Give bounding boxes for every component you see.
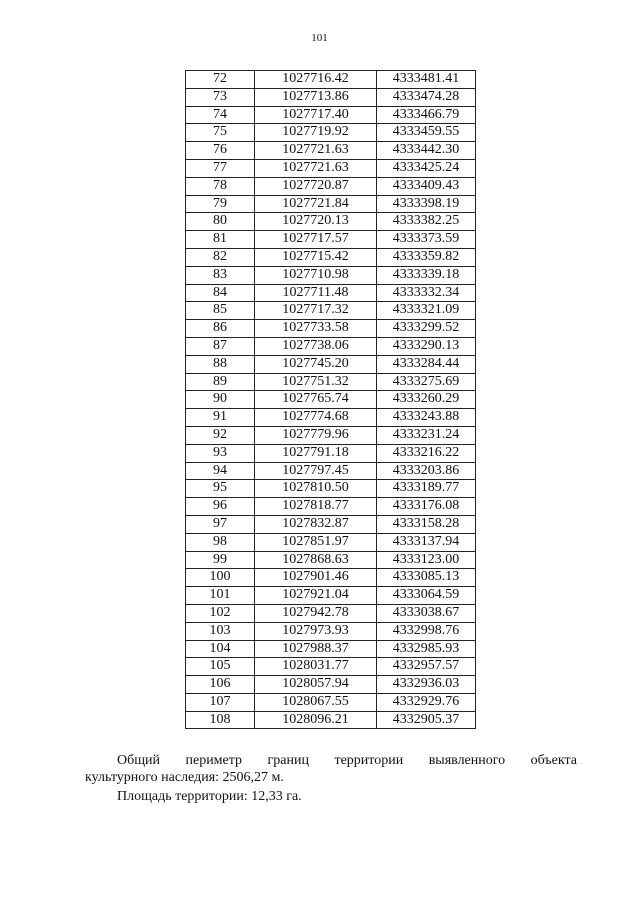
table-row	[186, 551, 476, 569]
table-row	[186, 622, 476, 640]
point-number-cell: 85	[186, 302, 255, 320]
point-number-cell: 105	[186, 658, 255, 676]
point-number-cell: 79	[186, 195, 255, 213]
table-row	[186, 676, 476, 694]
y-coordinate-cell: 4332998.76	[377, 622, 476, 640]
x-coordinate-cell: 1027710.98	[255, 266, 377, 284]
table-row	[186, 462, 476, 480]
point-number-cell: 84	[186, 284, 255, 302]
table-row	[186, 159, 476, 177]
y-coordinate-cell: 4333158.28	[377, 515, 476, 533]
table-row	[186, 284, 476, 302]
point-number-cell: 72	[186, 71, 255, 89]
y-coordinate-cell: 4333290.13	[377, 337, 476, 355]
y-coordinate-cell: 4333442.30	[377, 142, 476, 160]
point-number-cell: 98	[186, 533, 255, 551]
y-coordinate-cell: 4333373.59	[377, 231, 476, 249]
y-coordinate-cell: 4333466.79	[377, 106, 476, 124]
table-row	[186, 88, 476, 106]
coordinates-table	[185, 70, 476, 729]
table-row	[186, 302, 476, 320]
table-row	[186, 480, 476, 498]
y-coordinate-cell: 4333137.94	[377, 533, 476, 551]
point-number-cell: 77	[186, 159, 255, 177]
x-coordinate-cell: 1027791.18	[255, 444, 377, 462]
page-number: 101	[311, 32, 328, 44]
table-row	[186, 320, 476, 338]
table-row	[186, 195, 476, 213]
x-coordinate-cell: 1027942.78	[255, 604, 377, 622]
point-number-cell: 103	[186, 622, 255, 640]
point-number-cell: 90	[186, 391, 255, 409]
point-number-cell: 88	[186, 355, 255, 373]
perimeter-word: границ	[267, 753, 309, 768]
x-coordinate-cell: 1027810.50	[255, 480, 377, 498]
point-number-cell: 100	[186, 569, 255, 587]
table-row	[186, 248, 476, 266]
point-number-cell: 76	[186, 142, 255, 160]
point-number-cell: 101	[186, 587, 255, 605]
point-number-cell: 93	[186, 444, 255, 462]
table-row	[186, 658, 476, 676]
y-coordinate-cell: 4333359.82	[377, 248, 476, 266]
y-coordinate-cell: 4333216.22	[377, 444, 476, 462]
x-coordinate-cell: 1027832.87	[255, 515, 377, 533]
table-row	[186, 142, 476, 160]
area-text: Площадь территории: 12,33 га.	[117, 789, 302, 804]
y-coordinate-cell: 4333382.25	[377, 213, 476, 231]
x-coordinate-cell: 1027973.93	[255, 622, 377, 640]
table-row	[186, 444, 476, 462]
x-coordinate-cell: 1027721.63	[255, 159, 377, 177]
y-coordinate-cell: 4332905.37	[377, 711, 476, 729]
x-coordinate-cell: 1027715.42	[255, 248, 377, 266]
point-number-cell: 94	[186, 462, 255, 480]
x-coordinate-cell: 1027868.63	[255, 551, 377, 569]
point-number-cell: 78	[186, 177, 255, 195]
x-coordinate-cell: 1027921.04	[255, 587, 377, 605]
table-row	[186, 498, 476, 516]
point-number-cell: 96	[186, 498, 255, 516]
x-coordinate-cell: 1028031.77	[255, 658, 377, 676]
y-coordinate-cell: 4332957.57	[377, 658, 476, 676]
y-coordinate-cell: 4333038.67	[377, 604, 476, 622]
x-coordinate-cell: 1027717.40	[255, 106, 377, 124]
point-number-cell: 86	[186, 320, 255, 338]
y-coordinate-cell: 4333260.29	[377, 391, 476, 409]
y-coordinate-cell: 4333243.88	[377, 409, 476, 427]
table-row	[186, 124, 476, 142]
x-coordinate-cell: 1027719.92	[255, 124, 377, 142]
y-coordinate-cell: 4333339.18	[377, 266, 476, 284]
y-coordinate-cell: 4333275.69	[377, 373, 476, 391]
table-row	[186, 533, 476, 551]
perimeter-word: территории	[334, 753, 404, 768]
table-row	[186, 426, 476, 444]
point-number-cell: 97	[186, 515, 255, 533]
x-coordinate-cell: 1027720.13	[255, 213, 377, 231]
table-row	[186, 693, 476, 711]
table-row	[186, 106, 476, 124]
table-row	[186, 266, 476, 284]
table-row	[186, 569, 476, 587]
perimeter-word: Общий	[117, 753, 160, 768]
x-coordinate-cell: 1027720.87	[255, 177, 377, 195]
point-number-cell: 81	[186, 231, 255, 249]
point-number-cell: 104	[186, 640, 255, 658]
x-coordinate-cell: 1028067.55	[255, 693, 377, 711]
y-coordinate-cell: 4333398.19	[377, 195, 476, 213]
point-number-cell: 91	[186, 409, 255, 427]
table-row	[186, 391, 476, 409]
point-number-cell: 107	[186, 693, 255, 711]
y-coordinate-cell: 4333481.41	[377, 71, 476, 89]
point-number-cell: 73	[186, 88, 255, 106]
point-number-cell: 102	[186, 604, 255, 622]
point-number-cell: 92	[186, 426, 255, 444]
x-coordinate-cell: 1027797.45	[255, 462, 377, 480]
table-row	[186, 640, 476, 658]
point-number-cell: 106	[186, 676, 255, 694]
y-coordinate-cell: 4333332.34	[377, 284, 476, 302]
x-coordinate-cell: 1027988.37	[255, 640, 377, 658]
x-coordinate-cell: 1027713.86	[255, 88, 377, 106]
y-coordinate-cell: 4333085.13	[377, 569, 476, 587]
table-row	[186, 587, 476, 605]
table-row	[186, 711, 476, 729]
point-number-cell: 95	[186, 480, 255, 498]
x-coordinate-cell: 1027711.48	[255, 284, 377, 302]
x-coordinate-cell: 1027745.20	[255, 355, 377, 373]
y-coordinate-cell: 4333321.09	[377, 302, 476, 320]
table-row	[186, 231, 476, 249]
x-coordinate-cell: 1027818.77	[255, 498, 377, 516]
x-coordinate-cell: 1027733.58	[255, 320, 377, 338]
coordinates-table-body	[186, 71, 476, 729]
point-number-cell: 83	[186, 266, 255, 284]
x-coordinate-cell: 1027851.97	[255, 533, 377, 551]
point-number-cell: 82	[186, 248, 255, 266]
y-coordinate-cell: 4333176.08	[377, 498, 476, 516]
x-coordinate-cell: 1027716.42	[255, 71, 377, 89]
point-number-cell: 87	[186, 337, 255, 355]
y-coordinate-cell: 4333231.24	[377, 426, 476, 444]
x-coordinate-cell: 1027765.74	[255, 391, 377, 409]
x-coordinate-cell: 1028096.21	[255, 711, 377, 729]
y-coordinate-cell: 4332936.03	[377, 676, 476, 694]
x-coordinate-cell: 1027717.57	[255, 231, 377, 249]
point-number-cell: 108	[186, 711, 255, 729]
y-coordinate-cell: 4333425.24	[377, 159, 476, 177]
y-coordinate-cell: 4332929.76	[377, 693, 476, 711]
y-coordinate-cell: 4333409.43	[377, 177, 476, 195]
x-coordinate-cell: 1027721.84	[255, 195, 377, 213]
table-row	[186, 337, 476, 355]
perimeter-word: выявленного	[428, 753, 506, 768]
x-coordinate-cell: 1027721.63	[255, 142, 377, 160]
y-coordinate-cell: 4333189.77	[377, 480, 476, 498]
x-coordinate-cell: 1027751.32	[255, 373, 377, 391]
perimeter-word: периметр	[185, 753, 243, 768]
y-coordinate-cell: 4332985.93	[377, 640, 476, 658]
table-row	[186, 409, 476, 427]
table-row	[186, 373, 476, 391]
x-coordinate-cell: 1028057.94	[255, 676, 377, 694]
y-coordinate-cell: 4333299.52	[377, 320, 476, 338]
table-row	[186, 604, 476, 622]
perimeter-word: объекта	[530, 753, 577, 768]
point-number-cell: 80	[186, 213, 255, 231]
y-coordinate-cell: 4333284.44	[377, 355, 476, 373]
point-number-cell: 74	[186, 106, 255, 124]
table-row	[186, 515, 476, 533]
table-row	[186, 177, 476, 195]
table-row	[186, 213, 476, 231]
x-coordinate-cell: 1027717.32	[255, 302, 377, 320]
y-coordinate-cell: 4333064.59	[377, 587, 476, 605]
table-row	[186, 355, 476, 373]
y-coordinate-cell: 4333123.00	[377, 551, 476, 569]
y-coordinate-cell: 4333474.28	[377, 88, 476, 106]
y-coordinate-cell: 4333459.55	[377, 124, 476, 142]
x-coordinate-cell: 1027738.06	[255, 337, 377, 355]
perimeter-text-continuation: культурного наследия: 2506,27 м.	[85, 770, 284, 785]
y-coordinate-cell: 4333203.86	[377, 462, 476, 480]
point-number-cell: 89	[186, 373, 255, 391]
x-coordinate-cell: 1027774.68	[255, 409, 377, 427]
table-row	[186, 71, 476, 89]
point-number-cell: 75	[186, 124, 255, 142]
point-number-cell: 99	[186, 551, 255, 569]
x-coordinate-cell: 1027901.46	[255, 569, 377, 587]
x-coordinate-cell: 1027779.96	[255, 426, 377, 444]
